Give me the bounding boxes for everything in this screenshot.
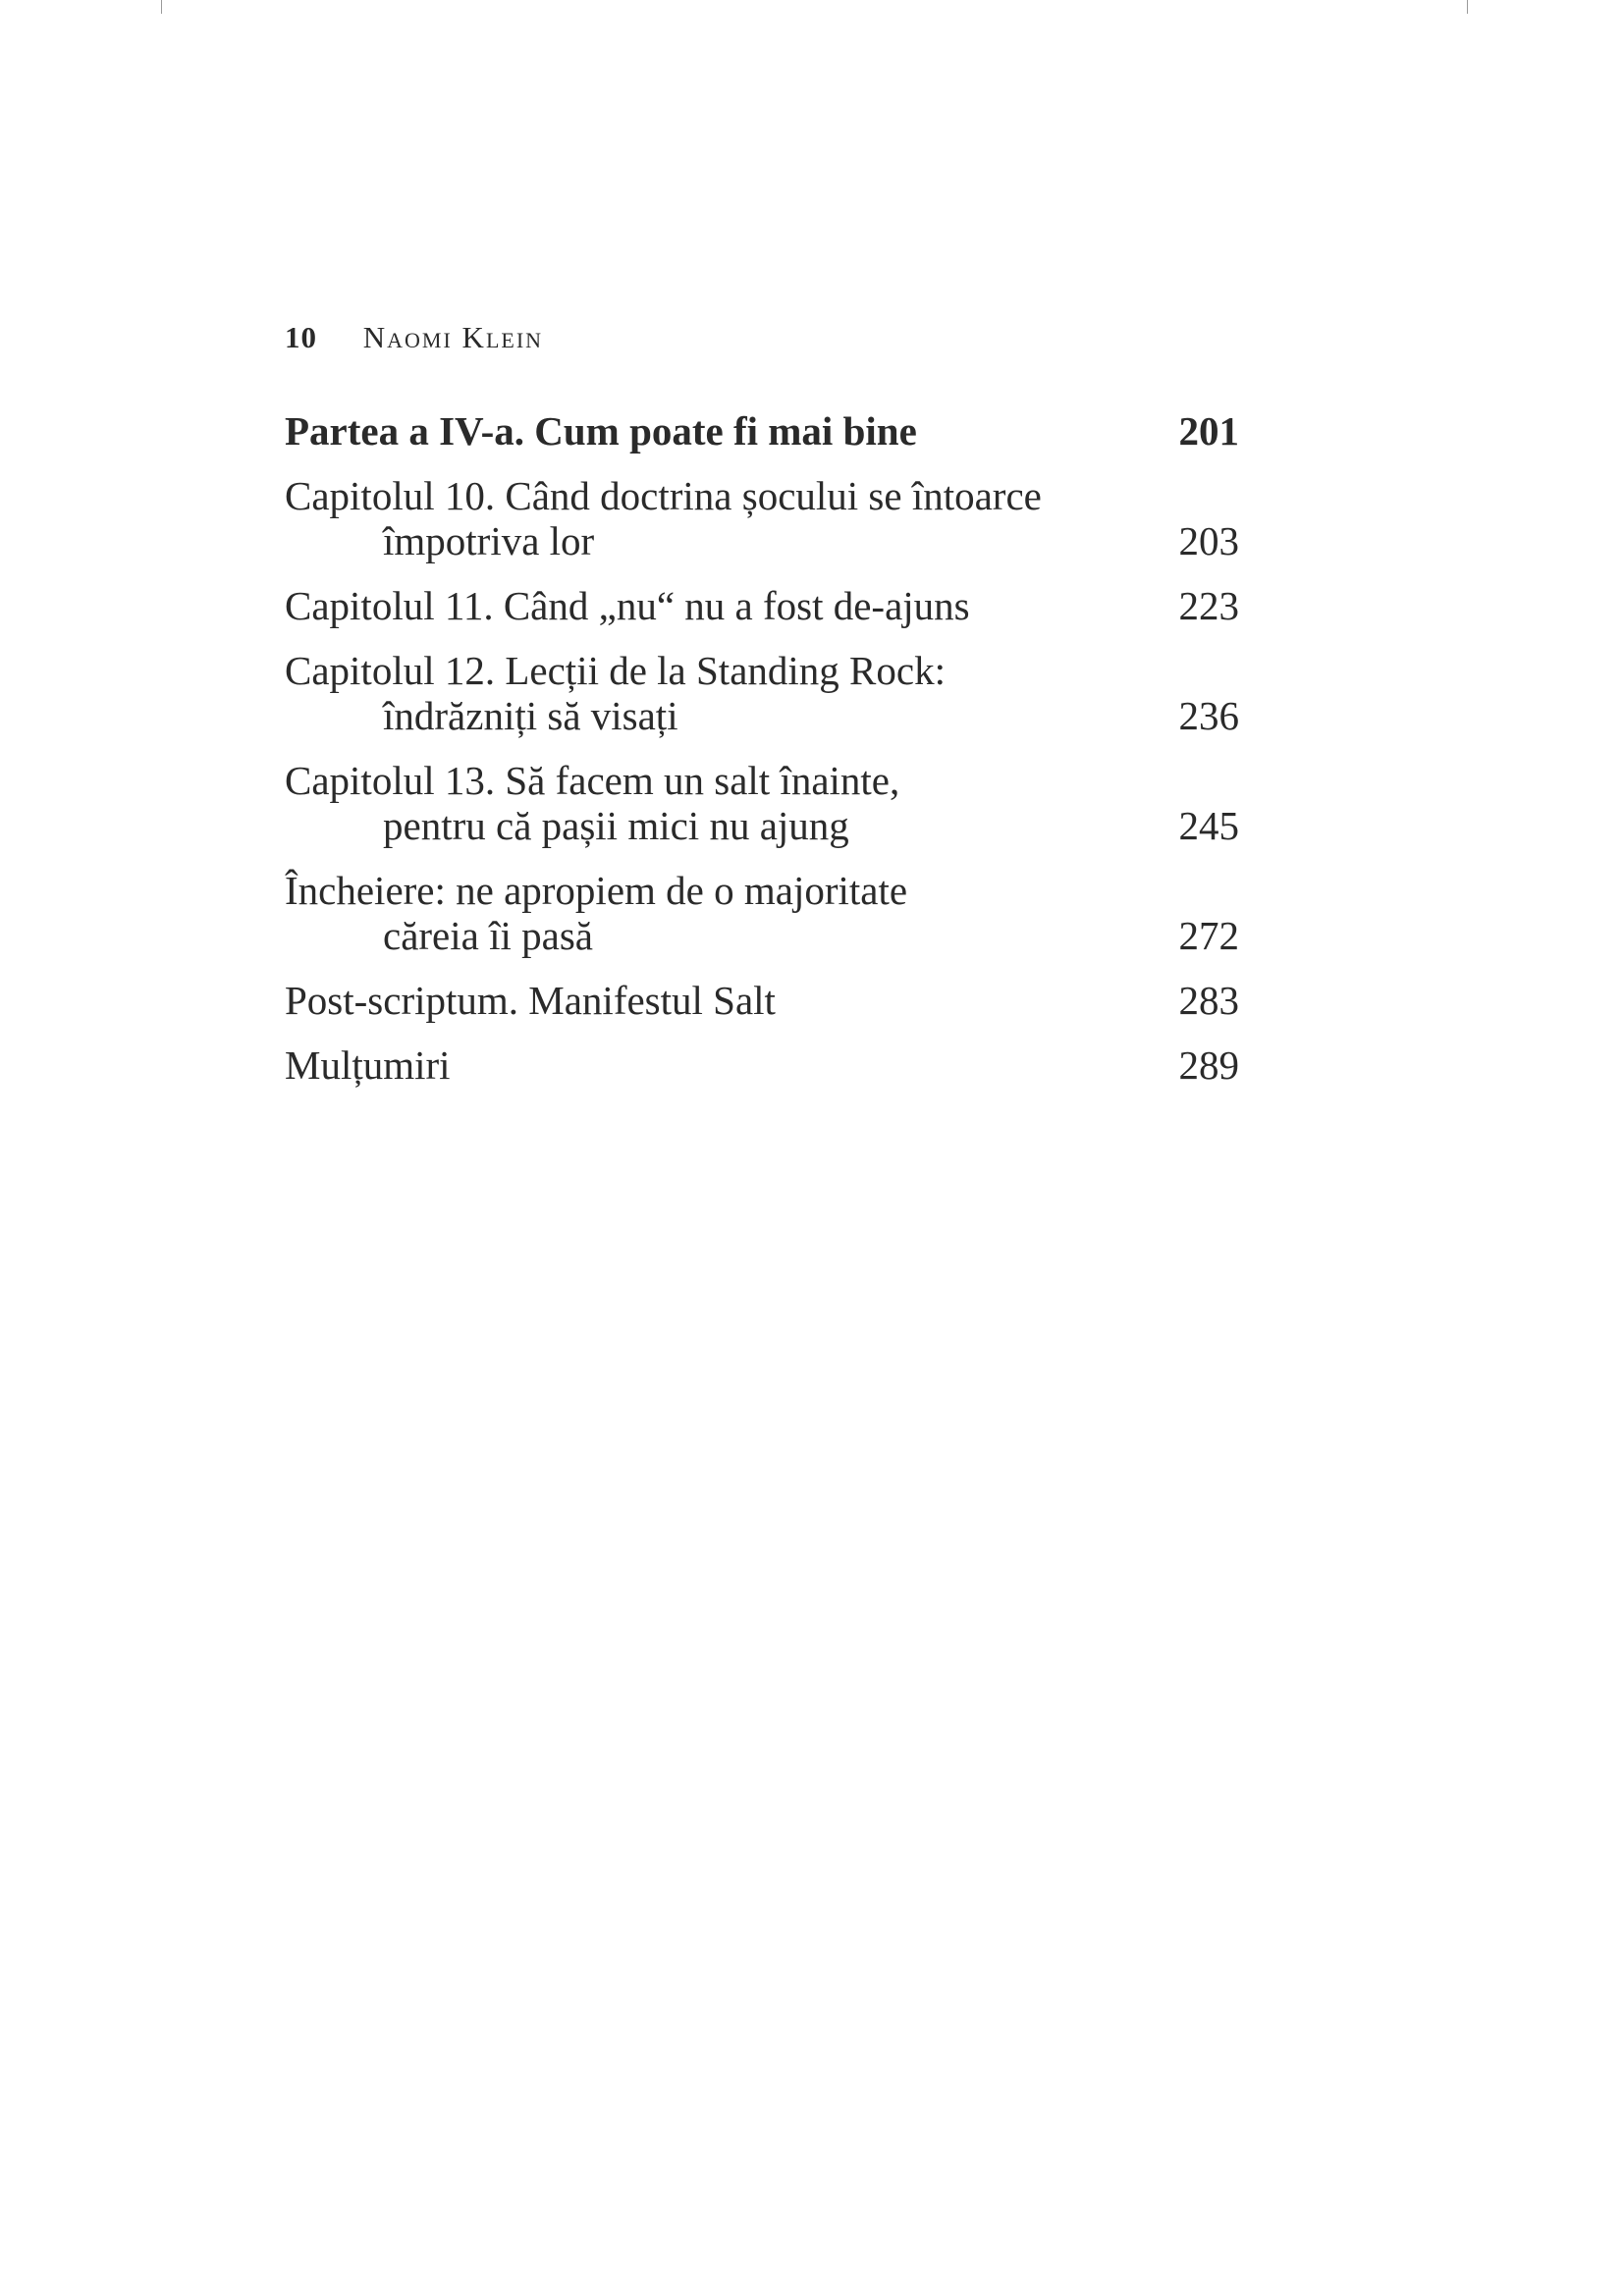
toc-entry-page: 223 bbox=[1178, 583, 1239, 628]
toc-entry-chapter-12 bbox=[285, 648, 1239, 738]
toc-entry-chapter-13 bbox=[285, 758, 1239, 848]
toc-entry-title-continued: căreia îi pasă bbox=[383, 913, 593, 958]
toc-entry-title: Capitolul 10. Când doctrina șocului se întoarce bbox=[285, 473, 1042, 518]
toc-entry-page: 245 bbox=[1178, 803, 1239, 848]
toc-entry-title-continued: îndrăzniți să visați bbox=[383, 693, 678, 738]
toc-entry-title: Capitolul 13. Să facem un salt înainte, bbox=[285, 758, 900, 803]
toc-entry-acknowledgements bbox=[285, 1042, 1239, 1088]
toc-entry-title: Capitolul 11. Când „nu“ nu a fost de-ajuns bbox=[285, 583, 970, 628]
crop-mark-right bbox=[1467, 0, 1468, 14]
toc-entry-page: 289 bbox=[1178, 1042, 1239, 1088]
toc-entry-title: Partea a IV-a. Cum poate fi mai bine bbox=[285, 408, 917, 454]
crop-mark-left bbox=[161, 0, 162, 14]
toc-entry-title: Capitolul 12. Lecții de la Standing Rock: bbox=[285, 648, 946, 693]
toc-entry-title: Mulțumiri bbox=[285, 1042, 451, 1088]
toc-entry-page: 236 bbox=[1178, 693, 1239, 738]
author-name: Naomi Klein bbox=[362, 320, 544, 354]
toc-entry-page: 283 bbox=[1178, 978, 1239, 1023]
toc-entry-page: 272 bbox=[1178, 913, 1239, 958]
toc-entry-title-continued: împotriva lor bbox=[383, 518, 595, 563]
page-number: 10 bbox=[285, 320, 317, 354]
toc-entry-postscript bbox=[285, 978, 1239, 1023]
running-head bbox=[285, 318, 543, 357]
toc-entry-page: 201 bbox=[1178, 408, 1239, 454]
toc-entry-part-4 bbox=[285, 408, 1239, 454]
toc-entry-conclusion bbox=[285, 868, 1239, 958]
table-of-contents bbox=[285, 408, 1239, 1107]
toc-entry-chapter-11 bbox=[285, 583, 1239, 628]
toc-entry-title: Încheiere: ne apropiem de o majoritate bbox=[285, 868, 908, 913]
toc-entry-title-continued: pentru că pașii mici nu ajung bbox=[383, 803, 849, 848]
toc-entry-chapter-10 bbox=[285, 473, 1239, 563]
toc-entry-title: Post-scriptum. Manifestul Salt bbox=[285, 978, 776, 1023]
toc-entry-page: 203 bbox=[1178, 518, 1239, 563]
